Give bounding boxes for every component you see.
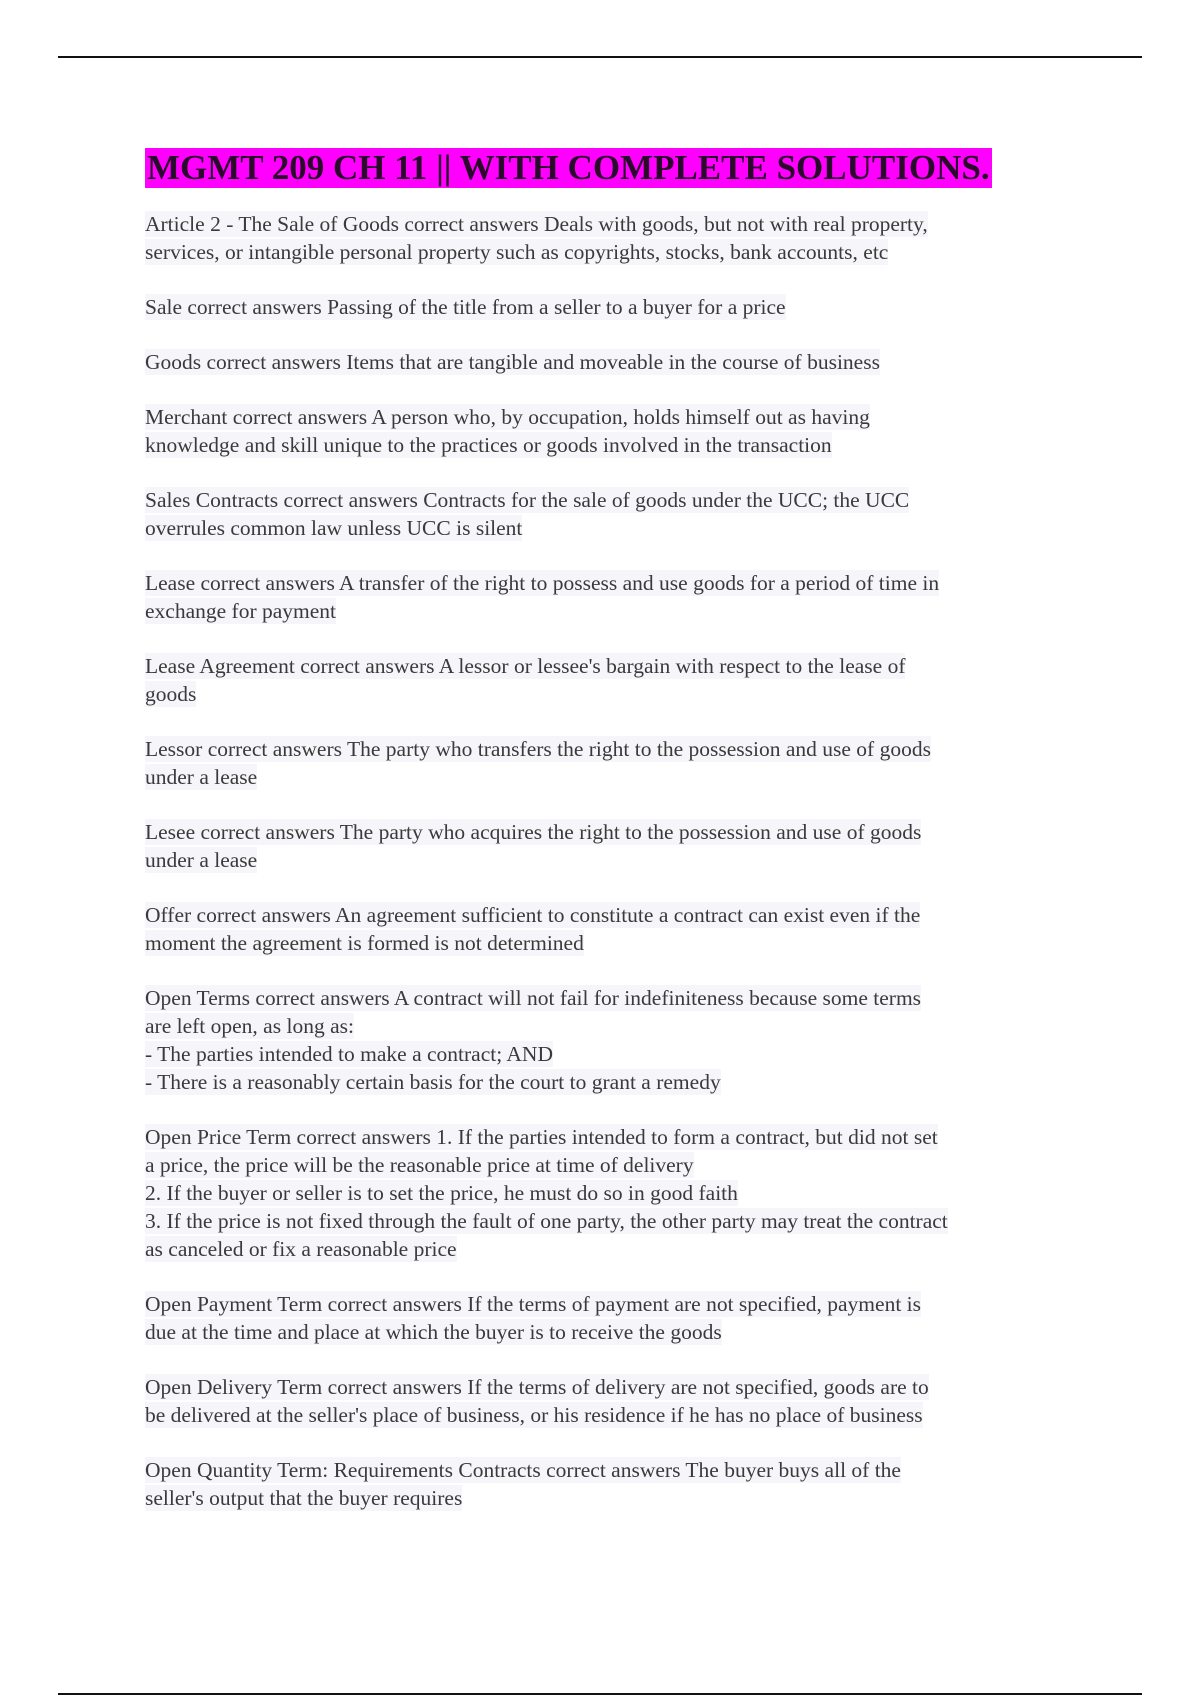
qa-entry-text: 3. If the price is not fixed through the fault of one party, the other party may treat the contract — [145, 1209, 948, 1233]
qa-entry-line — [145, 1012, 1065, 1040]
qa-entry — [145, 901, 1065, 957]
qa-entry-text: services, or intangible personal property such as copyrights, stocks, bank accounts, etc — [145, 240, 889, 264]
qa-entry-text: Sale correct answers Passing of the title from a seller to a buyer for a price — [145, 295, 786, 319]
qa-entry-line — [145, 1207, 1065, 1235]
qa-entry-line — [145, 1068, 1065, 1096]
qa-entry-text: Merchant correct answers A person who, by occupation, holds himself out as having — [145, 405, 870, 429]
qa-entry-text: overrules common law unless UCC is silent — [145, 516, 523, 540]
qa-entry-line — [145, 1484, 1065, 1512]
qa-entry — [145, 1456, 1065, 1512]
qa-entry-line — [145, 1235, 1065, 1263]
qa-entry-line — [145, 1123, 1065, 1151]
qa-entry-text: as canceled or fix a reasonable price — [145, 1237, 457, 1261]
qa-entry-line — [145, 680, 1065, 708]
qa-entry-line — [145, 597, 1065, 625]
qa-entry — [145, 293, 1065, 321]
qa-entry — [145, 1290, 1065, 1346]
qa-entry-text: are left open, as long as: — [145, 1014, 354, 1038]
qa-entry-line — [145, 431, 1065, 459]
qa-entry-text: - There is a reasonably certain basis for the court to grant a remedy — [145, 1070, 721, 1094]
bottom-rule — [58, 1693, 1142, 1695]
qa-entry-line — [145, 929, 1065, 957]
qa-entry-line — [145, 901, 1065, 929]
qa-entry — [145, 818, 1065, 874]
qa-entry — [145, 403, 1065, 459]
qa-entry-line — [145, 403, 1065, 431]
qa-entry-text: Open Delivery Term correct answers If the terms of delivery are not specified, goods are to — [145, 1375, 929, 1399]
qa-entry-text: 2. If the buyer or seller is to set the price, he must do so in good faith — [145, 1181, 738, 1205]
qa-entry-text: Open Payment Term correct answers If the terms of payment are not specified, payment is — [145, 1292, 922, 1316]
qa-entry — [145, 569, 1065, 625]
qa-entry-line — [145, 293, 1065, 321]
qa-entry — [145, 348, 1065, 376]
qa-entry-text: Lease Agreement correct answers A lessor or lessee's bargain with respect to the lease of — [145, 654, 906, 678]
qa-entry — [145, 486, 1065, 542]
qa-entry-text: Open Terms correct answers A contract will not fail for indefiniteness because some terms — [145, 986, 922, 1010]
qa-entry-line — [145, 1040, 1065, 1068]
qa-entry-line — [145, 1151, 1065, 1179]
qa-entry-text: Goods correct answers Items that are tangible and moveable in the course of business — [145, 350, 880, 374]
qa-entry-line — [145, 846, 1065, 874]
qa-entry-line — [145, 238, 1065, 266]
qa-entry — [145, 1373, 1065, 1429]
qa-entry-line — [145, 514, 1065, 542]
qa-entry-text: - The parties intended to make a contract; AND — [145, 1042, 553, 1066]
qa-entry-line — [145, 763, 1065, 791]
qa-entry-line — [145, 735, 1065, 763]
qa-entry — [145, 1123, 1065, 1263]
qa-entry-text: Article 2 - The Sale of Goods correct answers Deals with goods, but not with real property, — [145, 212, 928, 236]
qa-entry-text: moment the agreement is formed is not determined — [145, 931, 584, 955]
qa-list — [145, 210, 1065, 1512]
qa-entry-line — [145, 984, 1065, 1012]
qa-entry-line — [145, 1456, 1065, 1484]
qa-entry-text: Sales Contracts correct answers Contracts for the sale of goods under the UCC; the UCC — [145, 488, 910, 512]
qa-entry-line — [145, 348, 1065, 376]
qa-entry-text: knowledge and skill unique to the practices or goods involved in the transaction — [145, 433, 832, 457]
qa-entry-line — [145, 486, 1065, 514]
qa-entry-text: Lesee correct answers The party who acquires the right to the possession and use of goods — [145, 820, 922, 844]
qa-entry-text: Lessor correct answers The party who transfers the right to the possession and use of goods — [145, 737, 931, 761]
document-title: MGMT 209 CH 11 || WITH COMPLETE SOLUTIONS. — [147, 148, 990, 187]
qa-entry — [145, 210, 1065, 266]
qa-entry-text: under a lease — [145, 765, 258, 789]
qa-entry-text: a price, the price will be the reasonable price at time of delivery — [145, 1153, 694, 1177]
qa-entry-text: Offer correct answers An agreement sufficient to constitute a contract can exist even if the — [145, 903, 921, 927]
qa-entry-line — [145, 1318, 1065, 1346]
qa-entry — [145, 984, 1065, 1096]
qa-entry-text: goods — [145, 682, 197, 706]
qa-entry-line — [145, 818, 1065, 846]
qa-entry-text: seller's output that the buyer requires — [145, 1486, 463, 1510]
qa-entry-line — [145, 1179, 1065, 1207]
qa-entry-text: exchange for payment — [145, 599, 337, 623]
qa-entry-line — [145, 1290, 1065, 1318]
qa-entry-line — [145, 569, 1065, 597]
page-content — [145, 148, 1065, 1539]
qa-entry-text: Lease correct answers A transfer of the right to possess and use goods for a period of time in — [145, 571, 940, 595]
qa-entry-text: Open Quantity Term: Requirements Contracts correct answers The buyer buys all of the — [145, 1458, 901, 1482]
qa-entry-line — [145, 652, 1065, 680]
qa-entry-line — [145, 1401, 1065, 1429]
qa-entry-text: Open Price Term correct answers 1. If the parties intended to form a contract, but did not set — [145, 1125, 938, 1149]
qa-entry-text: under a lease — [145, 848, 258, 872]
qa-entry-text: be delivered at the seller's place of business, or his residence if he has no place of business — [145, 1403, 923, 1427]
top-rule — [58, 56, 1142, 58]
qa-entry — [145, 652, 1065, 708]
qa-entry-line — [145, 210, 1065, 238]
qa-entry-line — [145, 1373, 1065, 1401]
qa-entry — [145, 735, 1065, 791]
qa-entry-text: due at the time and place at which the buyer is to receive the goods — [145, 1320, 722, 1344]
